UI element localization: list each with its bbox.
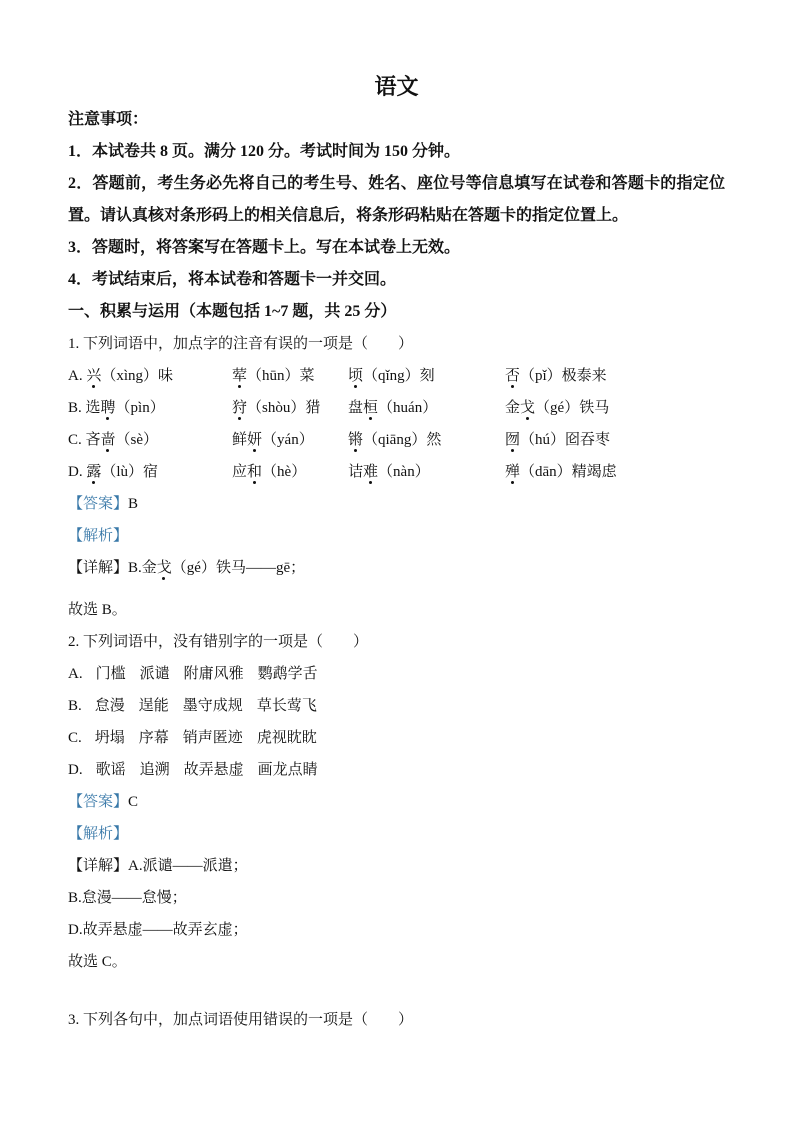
question-stem: 2. 下列词语中，没有错别字的一项是（ ）	[68, 634, 369, 650]
answer-label: 【答案】	[68, 496, 129, 512]
detail-line: 【详解】A.派谴——派遣；	[68, 858, 248, 874]
text-segment: （pìn）	[115, 400, 165, 416]
option-cell	[68, 392, 232, 424]
detail-line: B.怠漫——怠慢；	[68, 890, 187, 906]
option-word: 草长莺飞	[256, 698, 317, 714]
dotted-char: 难	[363, 464, 379, 480]
analysis-line	[68, 520, 725, 552]
text-segment: 诘	[348, 464, 364, 480]
answer-line	[68, 786, 725, 818]
option-word: 坍塌	[94, 730, 125, 746]
option-word: 故弄悬虚	[183, 762, 244, 778]
text-segment: （yán）	[262, 432, 314, 448]
notice-item: 1．本试卷共 8 页。满分 120 分。考试时间为 150 分钟。	[68, 143, 461, 160]
option-label: B.	[68, 400, 82, 416]
option-word: 销声匿迹	[182, 730, 243, 746]
text-segment: （qiāng）然	[363, 432, 442, 448]
dotted-char: 戈	[156, 560, 172, 576]
text-segment: （gé）铁马	[535, 400, 610, 416]
text-segment: （pǐ）极泰来	[520, 368, 607, 384]
question-stem: 1. 下列词语中，加点字的注音有误的一项是（ ）	[68, 336, 414, 352]
text-segment: 盘	[348, 400, 364, 416]
option-row	[68, 690, 725, 722]
dotted-char: 顷	[348, 368, 364, 384]
answer-line	[68, 488, 725, 520]
dotted-char: 兴	[86, 368, 102, 384]
option-cell	[232, 424, 348, 456]
text-segment: （lù）宿	[101, 464, 159, 480]
conclusion-line: 故选 B。	[68, 602, 127, 618]
dotted-char: 囫	[505, 432, 521, 448]
detail-line	[68, 552, 725, 584]
option-row	[68, 360, 725, 392]
option-label: D.	[68, 464, 83, 480]
option-word: 鹦鹉学舌	[257, 666, 318, 682]
dotted-char: 锵	[348, 432, 364, 448]
option-row	[68, 456, 725, 488]
notice-heading: 注意事项：	[68, 111, 149, 128]
option-cell	[505, 456, 725, 488]
question-3	[68, 1004, 725, 1036]
text-segment: （shòu）猎	[247, 400, 321, 416]
text-segment: 应	[232, 464, 248, 480]
option-row	[68, 754, 725, 786]
question-stem: 3. 下列各句中，加点词语使用错误的一项是（ ）	[68, 1012, 414, 1028]
text-segment: （hūn）菜	[247, 368, 315, 384]
page-title: 语文	[374, 74, 419, 99]
option-cell	[232, 392, 348, 424]
question-1	[68, 328, 725, 626]
section-heading: 一、积累与运用（本题包括 1~7 题，共 25 分）	[68, 303, 397, 320]
option-row	[68, 392, 725, 424]
detail-line: D.故弄悬虚——故弄玄虚；	[68, 922, 248, 938]
dotted-char: 荤	[232, 368, 248, 384]
option-cell	[348, 360, 505, 392]
option-cell	[348, 456, 505, 488]
question-2	[68, 626, 725, 978]
text-segment: （qǐng）刻	[363, 368, 435, 384]
notice-list	[68, 136, 725, 296]
text-segment: （dān）精竭虑	[520, 464, 617, 480]
option-label: B.	[68, 698, 82, 714]
answer-value: B	[128, 496, 139, 512]
text-segment: （gé）铁马——gē；	[171, 560, 306, 576]
questions-area	[68, 328, 725, 1036]
text-segment: 吝	[85, 432, 101, 448]
option-row	[68, 658, 725, 690]
option-row	[68, 424, 725, 456]
dotted-char: 否	[505, 368, 521, 384]
text-segment: （huán）	[378, 400, 438, 416]
option-word: 怠漫	[94, 698, 125, 714]
answer-label: 【答案】	[68, 794, 129, 810]
option-label: C.	[68, 432, 82, 448]
option-cell	[348, 392, 505, 424]
dotted-char: 聘	[100, 400, 116, 416]
option-word: 歌谣	[95, 762, 126, 778]
option-word: 追溯	[139, 762, 170, 778]
option-label: C.	[68, 730, 82, 746]
dotted-char: 啬	[100, 432, 116, 448]
notice-item: 4．考试结束后，将本试卷和答题卡一并交回。	[68, 271, 397, 288]
notice-item: 2．答题前，考生务必先将自己的考生号、姓名、座位号等信息填写在试卷和答题卡的指定位置。请认真核对条形码上的相关信息后，将条形码粘贴在答题卡的指定位置上。	[68, 175, 725, 224]
dotted-char: 狩	[232, 400, 248, 416]
option-word: 墨守成规	[182, 698, 243, 714]
text-segment: （nàn）	[378, 464, 430, 480]
option-cell	[68, 360, 232, 392]
analysis-label: 【解析】	[68, 528, 129, 544]
dotted-char: 露	[86, 464, 102, 480]
option-word: 门槛	[95, 666, 126, 682]
text-segment: （sè）	[115, 432, 159, 448]
text-segment: 鲜	[232, 432, 248, 448]
option-row	[68, 722, 725, 754]
option-cell	[348, 424, 505, 456]
text-segment: 【详解】B.金	[68, 560, 157, 576]
text-segment: 金	[505, 400, 521, 416]
option-word: 附庸风雅	[183, 666, 244, 682]
option-cell	[505, 360, 725, 392]
dotted-char: 和	[247, 464, 263, 480]
option-cell	[505, 424, 725, 456]
conclusion-line: 故选 C。	[68, 954, 127, 970]
text-segment: （hè）	[262, 464, 307, 480]
dotted-char: 戈	[520, 400, 536, 416]
analysis-label: 【解析】	[68, 826, 129, 842]
option-cell	[68, 424, 232, 456]
option-cell	[505, 392, 725, 424]
option-word: 逞能	[138, 698, 169, 714]
dotted-char: 妍	[247, 432, 263, 448]
option-cell	[68, 456, 232, 488]
option-word: 派谴	[139, 666, 170, 682]
option-cell	[232, 360, 348, 392]
answer-value: C	[128, 794, 139, 810]
option-cell	[232, 456, 348, 488]
text-segment: （hú）囵吞枣	[520, 432, 611, 448]
text-segment: 选	[85, 400, 101, 416]
text-segment: （xìng）味	[101, 368, 174, 384]
notice-item: 3．答题时，将答案写在答题卡上。写在本试卷上无效。	[68, 239, 461, 256]
option-word: 序幕	[138, 730, 169, 746]
option-word: 虎视眈眈	[256, 730, 317, 746]
option-label: D.	[68, 762, 83, 778]
analysis-line	[68, 818, 725, 850]
option-label: A.	[68, 368, 83, 384]
option-label: A.	[68, 666, 83, 682]
option-word: 画龙点睛	[257, 762, 318, 778]
dotted-char: 殚	[505, 464, 521, 480]
dotted-char: 桓	[363, 400, 379, 416]
